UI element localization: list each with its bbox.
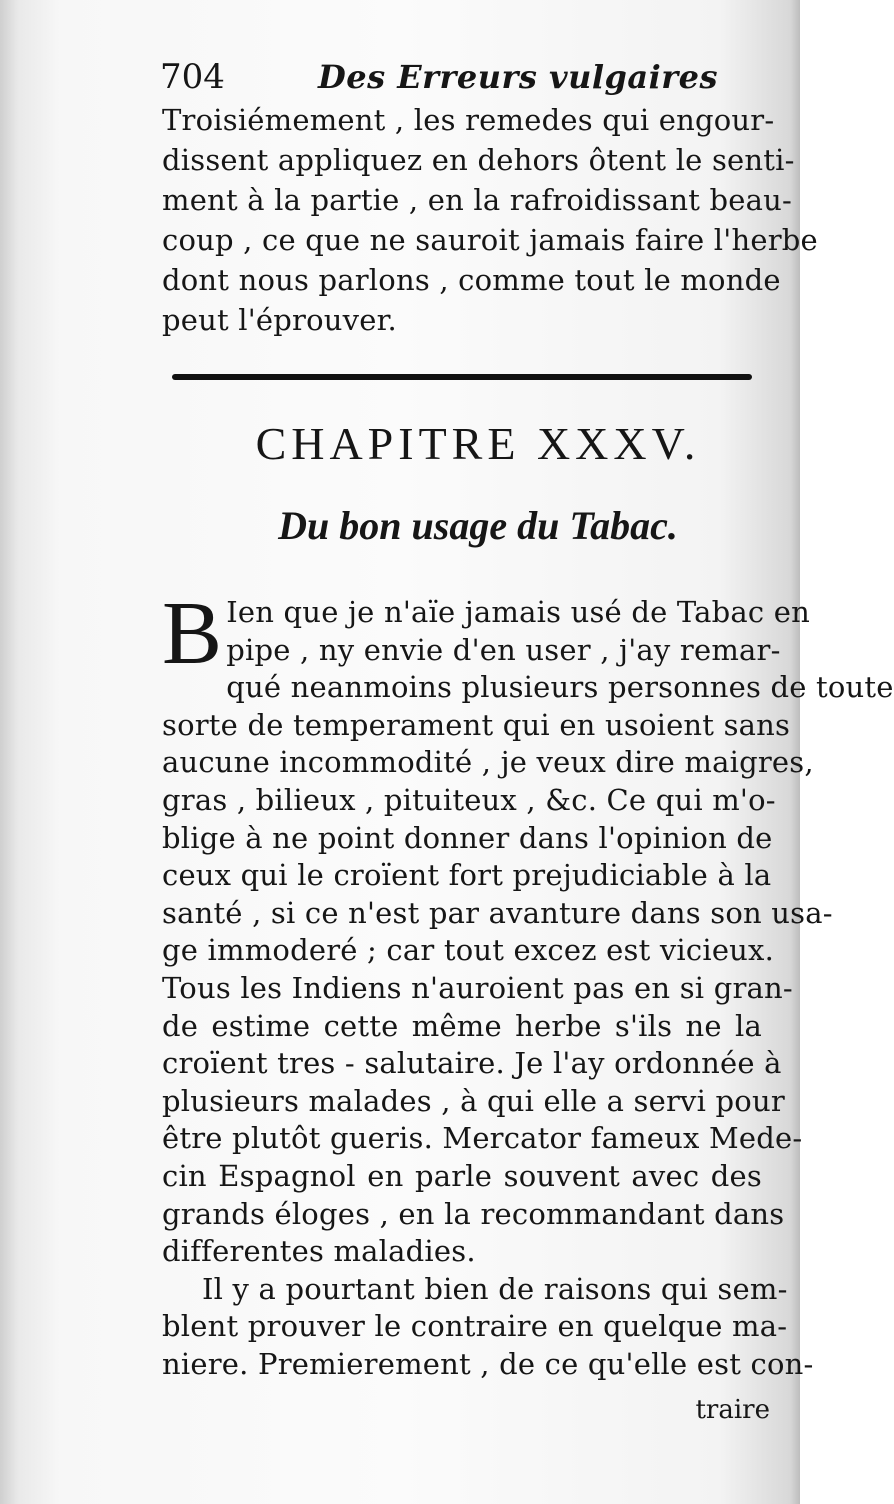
text-line: coup , ce que ne sauroit jamais faire l'herbe <box>162 223 818 257</box>
intro-paragraph <box>162 100 818 340</box>
text-line: grands éloges , en la recommandant dans <box>162 1196 785 1231</box>
text-line: croïent tres - salutaire. Je l'ay ordonnée à <box>162 1046 782 1081</box>
text-line: pipe , ny envie d'en user , j'ay remar- <box>226 632 781 667</box>
chapter-subtitle: Du bon usage du Tabac. <box>278 503 678 548</box>
running-title: Des Erreurs vulgaires <box>318 58 719 96</box>
running-head <box>160 52 780 102</box>
text-line: peut l'éprouver. <box>162 303 397 337</box>
drop-cap: B <box>162 584 223 683</box>
text-line: cin Espagnol en parle souvent avec des <box>162 1158 762 1193</box>
text-line: plusieurs malades , à qui elle a servi pour <box>162 1083 785 1118</box>
catchword: traire <box>695 1395 770 1425</box>
text-line: niere. Premierement , de ce qu'elle est con- <box>162 1346 814 1381</box>
text-line: differentes maladies. <box>162 1234 476 1269</box>
text-line: qué neanmoins plusieurs personnes de toute <box>226 670 894 705</box>
text-line: blent prouver le contraire en quelque ma- <box>162 1309 788 1344</box>
text-line: Troisiémement , les remedes qui engour- <box>162 103 775 137</box>
text-line: ment à la partie , en la rafroidissant beau- <box>162 183 793 217</box>
chapter-title: CHAPITRE XXXV. <box>255 418 701 469</box>
text-line: Il y a pourtant bien de raisons qui sem- <box>202 1271 788 1306</box>
text-line: ge immoderé ; car tout excez est vicieux. <box>162 933 775 968</box>
text-line: de estime cette même herbe s'ils ne la <box>162 1008 762 1043</box>
text-line: Tous les Indiens n'auroient pas en si gran- <box>162 970 793 1005</box>
text-line: ceux qui le croïent fort prejudiciable à la <box>162 858 772 893</box>
text-line: Ien que je n'aïe jamais usé de Tabac en <box>226 595 810 629</box>
text-line: aucune incommodité , je veux dire maigres, <box>162 745 814 780</box>
text-line: gras , bilieux , pituiteux , &c. Ce qui m'o- <box>162 782 776 817</box>
text-line: sorte de temperament qui en usoient sans <box>162 707 791 742</box>
text-line: santé , si ce n'est par avanture dans son usa- <box>162 895 833 930</box>
text-line: dissent appliquez en dehors ôtent le senti- <box>162 143 795 177</box>
text-line: être plutôt gueris. Mercator fameux Mede- <box>162 1121 803 1156</box>
text-line: dont nous parlons , comme tout le monde <box>162 263 781 297</box>
chapter-divider-rule <box>172 374 752 380</box>
chapter-body <box>162 584 894 1383</box>
page-number: 704 <box>160 57 225 97</box>
text-line: blige à ne point donner dans l'opinion de <box>162 820 773 855</box>
